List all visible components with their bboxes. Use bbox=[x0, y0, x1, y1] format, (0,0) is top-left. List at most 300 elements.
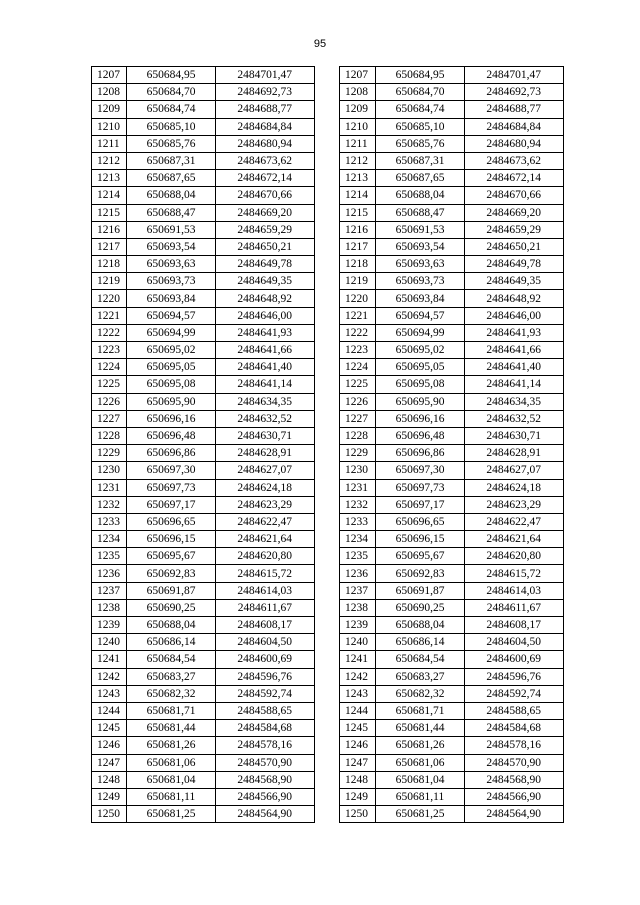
x-coordinate-cell: 650681,11 bbox=[127, 788, 216, 805]
x-coordinate-cell: 650695,90 bbox=[376, 393, 465, 410]
y-coordinate-cell: 2484688,77 bbox=[216, 101, 315, 118]
point-number-cell: 1248 bbox=[340, 771, 376, 788]
table-row bbox=[92, 634, 315, 651]
table-row bbox=[340, 496, 564, 513]
point-number-cell: 1236 bbox=[92, 565, 127, 582]
table-row bbox=[340, 152, 564, 169]
y-coordinate-cell: 2484641,66 bbox=[216, 342, 315, 359]
table-row bbox=[92, 548, 315, 565]
y-coordinate-cell: 2484570,90 bbox=[465, 754, 564, 771]
point-number-cell: 1249 bbox=[92, 788, 127, 805]
y-coordinate-cell: 2484670,66 bbox=[216, 187, 315, 204]
table-row bbox=[340, 788, 564, 805]
x-coordinate-cell: 650681,06 bbox=[127, 754, 216, 771]
y-coordinate-cell: 2484669,20 bbox=[465, 204, 564, 221]
table-row bbox=[340, 324, 564, 341]
table-row bbox=[92, 462, 315, 479]
table-row bbox=[340, 754, 564, 771]
y-coordinate-cell: 2484604,50 bbox=[465, 634, 564, 651]
table-row bbox=[92, 342, 315, 359]
x-coordinate-cell: 650695,67 bbox=[376, 548, 465, 565]
x-coordinate-cell: 650683,27 bbox=[127, 668, 216, 685]
x-coordinate-cell: 650688,47 bbox=[376, 204, 465, 221]
table-row bbox=[340, 513, 564, 530]
x-coordinate-cell: 650694,57 bbox=[127, 307, 216, 324]
x-coordinate-cell: 650696,86 bbox=[376, 445, 465, 462]
y-coordinate-cell: 2484649,78 bbox=[216, 256, 315, 273]
x-coordinate-cell: 650697,17 bbox=[127, 496, 216, 513]
table-row bbox=[340, 84, 564, 101]
point-number-cell: 1210 bbox=[340, 118, 376, 135]
y-coordinate-cell: 2484608,17 bbox=[216, 617, 315, 634]
y-coordinate-cell: 2484566,90 bbox=[216, 788, 315, 805]
coordinates-table-right bbox=[339, 66, 564, 823]
table-row bbox=[92, 771, 315, 788]
y-coordinate-cell: 2484684,84 bbox=[465, 118, 564, 135]
y-coordinate-cell: 2484628,91 bbox=[465, 445, 564, 462]
point-number-cell: 1213 bbox=[92, 170, 127, 187]
x-coordinate-cell: 650697,73 bbox=[127, 479, 216, 496]
y-coordinate-cell: 2484592,74 bbox=[465, 685, 564, 702]
x-coordinate-cell: 650681,04 bbox=[127, 771, 216, 788]
x-coordinate-cell: 650695,67 bbox=[127, 548, 216, 565]
y-coordinate-cell: 2484592,74 bbox=[216, 685, 315, 702]
x-coordinate-cell: 650695,02 bbox=[127, 342, 216, 359]
table-row bbox=[340, 359, 564, 376]
y-coordinate-cell: 2484648,92 bbox=[216, 290, 315, 307]
table-row bbox=[340, 634, 564, 651]
point-number-cell: 1208 bbox=[340, 84, 376, 101]
x-coordinate-cell: 650696,16 bbox=[376, 410, 465, 427]
point-number-cell: 1225 bbox=[92, 376, 127, 393]
y-coordinate-cell: 2484600,69 bbox=[216, 651, 315, 668]
table-row bbox=[92, 427, 315, 444]
x-coordinate-cell: 650695,05 bbox=[376, 359, 465, 376]
table-row bbox=[92, 410, 315, 427]
table-row bbox=[92, 170, 315, 187]
x-coordinate-cell: 650687,65 bbox=[127, 170, 216, 187]
point-number-cell: 1230 bbox=[92, 462, 127, 479]
point-number-cell: 1240 bbox=[340, 634, 376, 651]
x-coordinate-cell: 650695,08 bbox=[127, 376, 216, 393]
x-coordinate-cell: 650686,14 bbox=[127, 634, 216, 651]
x-coordinate-cell: 650696,65 bbox=[127, 513, 216, 530]
x-coordinate-cell: 650681,25 bbox=[127, 806, 216, 823]
point-number-cell: 1246 bbox=[340, 737, 376, 754]
x-coordinate-cell: 650687,65 bbox=[376, 170, 465, 187]
x-coordinate-cell: 650693,63 bbox=[127, 256, 216, 273]
table-row bbox=[340, 720, 564, 737]
point-number-cell: 1228 bbox=[340, 427, 376, 444]
table-row bbox=[92, 135, 315, 152]
x-coordinate-cell: 650697,30 bbox=[376, 462, 465, 479]
table-row bbox=[92, 256, 315, 273]
table-row bbox=[92, 67, 315, 84]
point-number-cell: 1207 bbox=[340, 67, 376, 84]
point-number-cell: 1235 bbox=[92, 548, 127, 565]
point-number-cell: 1245 bbox=[92, 720, 127, 737]
x-coordinate-cell: 650681,71 bbox=[127, 702, 216, 719]
table-row bbox=[340, 685, 564, 702]
table-row bbox=[340, 806, 564, 823]
point-number-cell: 1248 bbox=[92, 771, 127, 788]
x-coordinate-cell: 650694,99 bbox=[127, 324, 216, 341]
y-coordinate-cell: 2484684,84 bbox=[216, 118, 315, 135]
table-row bbox=[340, 737, 564, 754]
x-coordinate-cell: 650684,95 bbox=[127, 67, 216, 84]
y-coordinate-cell: 2484596,76 bbox=[216, 668, 315, 685]
x-coordinate-cell: 650693,73 bbox=[376, 273, 465, 290]
point-number-cell: 1227 bbox=[92, 410, 127, 427]
y-coordinate-cell: 2484627,07 bbox=[465, 462, 564, 479]
y-coordinate-cell: 2484588,65 bbox=[216, 702, 315, 719]
point-number-cell: 1228 bbox=[92, 427, 127, 444]
table-row bbox=[340, 187, 564, 204]
table-row bbox=[340, 599, 564, 616]
y-coordinate-cell: 2484632,52 bbox=[216, 410, 315, 427]
point-number-cell: 1232 bbox=[340, 496, 376, 513]
y-coordinate-cell: 2484641,66 bbox=[465, 342, 564, 359]
y-coordinate-cell: 2484578,16 bbox=[216, 737, 315, 754]
point-number-cell: 1226 bbox=[92, 393, 127, 410]
table-row bbox=[92, 702, 315, 719]
x-coordinate-cell: 650688,04 bbox=[376, 187, 465, 204]
point-number-cell: 1208 bbox=[92, 84, 127, 101]
y-coordinate-cell: 2484669,20 bbox=[216, 204, 315, 221]
point-number-cell: 1209 bbox=[92, 101, 127, 118]
table-row bbox=[340, 221, 564, 238]
point-number-cell: 1221 bbox=[92, 307, 127, 324]
x-coordinate-cell: 650694,57 bbox=[376, 307, 465, 324]
y-coordinate-cell: 2484646,00 bbox=[465, 307, 564, 324]
table-row bbox=[340, 290, 564, 307]
table-row bbox=[92, 273, 315, 290]
x-coordinate-cell: 650695,90 bbox=[127, 393, 216, 410]
x-coordinate-cell: 650682,32 bbox=[127, 685, 216, 702]
point-number-cell: 1219 bbox=[340, 273, 376, 290]
point-number-cell: 1229 bbox=[340, 445, 376, 462]
x-coordinate-cell: 650684,54 bbox=[376, 651, 465, 668]
table-row bbox=[340, 565, 564, 582]
x-coordinate-cell: 650688,04 bbox=[127, 617, 216, 634]
table-row bbox=[340, 582, 564, 599]
x-coordinate-cell: 650696,48 bbox=[127, 427, 216, 444]
y-coordinate-cell: 2484623,29 bbox=[216, 496, 315, 513]
y-coordinate-cell: 2484701,47 bbox=[216, 67, 315, 84]
point-number-cell: 1217 bbox=[92, 238, 127, 255]
table-row bbox=[340, 393, 564, 410]
point-number-cell: 1215 bbox=[340, 204, 376, 221]
y-coordinate-cell: 2484649,78 bbox=[465, 256, 564, 273]
point-number-cell: 1211 bbox=[92, 135, 127, 152]
y-coordinate-cell: 2484692,73 bbox=[465, 84, 564, 101]
table-row bbox=[92, 788, 315, 805]
table-row bbox=[340, 238, 564, 255]
y-coordinate-cell: 2484608,17 bbox=[465, 617, 564, 634]
x-coordinate-cell: 650687,31 bbox=[127, 152, 216, 169]
x-coordinate-cell: 650694,99 bbox=[376, 324, 465, 341]
point-number-cell: 1231 bbox=[340, 479, 376, 496]
x-coordinate-cell: 650683,27 bbox=[376, 668, 465, 685]
y-coordinate-cell: 2484648,92 bbox=[465, 290, 564, 307]
table-row bbox=[340, 617, 564, 634]
x-coordinate-cell: 650681,25 bbox=[376, 806, 465, 823]
point-number-cell: 1218 bbox=[92, 256, 127, 273]
y-coordinate-cell: 2484680,94 bbox=[465, 135, 564, 152]
x-coordinate-cell: 650685,76 bbox=[127, 135, 216, 152]
x-coordinate-cell: 650684,70 bbox=[376, 84, 465, 101]
x-coordinate-cell: 650695,08 bbox=[376, 376, 465, 393]
x-coordinate-cell: 650693,63 bbox=[376, 256, 465, 273]
y-coordinate-cell: 2484641,40 bbox=[465, 359, 564, 376]
y-coordinate-cell: 2484568,90 bbox=[216, 771, 315, 788]
x-coordinate-cell: 650688,04 bbox=[376, 617, 465, 634]
table-row bbox=[340, 462, 564, 479]
table-row bbox=[92, 513, 315, 530]
point-number-cell: 1223 bbox=[340, 342, 376, 359]
point-number-cell: 1241 bbox=[92, 651, 127, 668]
y-coordinate-cell: 2484614,03 bbox=[465, 582, 564, 599]
table-row bbox=[340, 101, 564, 118]
x-coordinate-cell: 650696,15 bbox=[127, 531, 216, 548]
y-coordinate-cell: 2484641,40 bbox=[216, 359, 315, 376]
y-coordinate-cell: 2484641,93 bbox=[216, 324, 315, 341]
table-row bbox=[340, 256, 564, 273]
point-number-cell: 1224 bbox=[340, 359, 376, 376]
table-row bbox=[340, 376, 564, 393]
point-number-cell: 1238 bbox=[92, 599, 127, 616]
table-row bbox=[92, 118, 315, 135]
x-coordinate-cell: 650686,14 bbox=[376, 634, 465, 651]
table-row bbox=[92, 359, 315, 376]
y-coordinate-cell: 2484600,69 bbox=[465, 651, 564, 668]
table-row bbox=[340, 170, 564, 187]
x-coordinate-cell: 650681,04 bbox=[376, 771, 465, 788]
y-coordinate-cell: 2484650,21 bbox=[465, 238, 564, 255]
x-coordinate-cell: 650695,05 bbox=[127, 359, 216, 376]
point-number-cell: 1237 bbox=[92, 582, 127, 599]
table-row bbox=[340, 445, 564, 462]
x-coordinate-cell: 650681,26 bbox=[376, 737, 465, 754]
table-row bbox=[92, 496, 315, 513]
y-coordinate-cell: 2484650,21 bbox=[216, 238, 315, 255]
table-row bbox=[92, 651, 315, 668]
x-coordinate-cell: 650691,53 bbox=[127, 221, 216, 238]
x-coordinate-cell: 650696,86 bbox=[127, 445, 216, 462]
x-coordinate-cell: 650684,54 bbox=[127, 651, 216, 668]
x-coordinate-cell: 650690,25 bbox=[376, 599, 465, 616]
y-coordinate-cell: 2484588,65 bbox=[465, 702, 564, 719]
y-coordinate-cell: 2484622,47 bbox=[465, 513, 564, 530]
x-coordinate-cell: 650692,83 bbox=[376, 565, 465, 582]
point-number-cell: 1214 bbox=[92, 187, 127, 204]
point-number-cell: 1249 bbox=[340, 788, 376, 805]
table-row bbox=[92, 445, 315, 462]
x-coordinate-cell: 650681,71 bbox=[376, 702, 465, 719]
x-coordinate-cell: 650685,76 bbox=[376, 135, 465, 152]
y-coordinate-cell: 2484641,93 bbox=[465, 324, 564, 341]
x-coordinate-cell: 650691,53 bbox=[376, 221, 465, 238]
point-number-cell: 1244 bbox=[92, 702, 127, 719]
point-number-cell: 1243 bbox=[340, 685, 376, 702]
y-coordinate-cell: 2484627,07 bbox=[216, 462, 315, 479]
y-coordinate-cell: 2484564,90 bbox=[465, 806, 564, 823]
x-coordinate-cell: 650682,32 bbox=[376, 685, 465, 702]
y-coordinate-cell: 2484630,71 bbox=[465, 427, 564, 444]
x-coordinate-cell: 650693,84 bbox=[127, 290, 216, 307]
point-number-cell: 1234 bbox=[340, 531, 376, 548]
table-row bbox=[340, 410, 564, 427]
point-number-cell: 1213 bbox=[340, 170, 376, 187]
x-coordinate-cell: 650681,06 bbox=[376, 754, 465, 771]
point-number-cell: 1245 bbox=[340, 720, 376, 737]
point-number-cell: 1215 bbox=[92, 204, 127, 221]
y-coordinate-cell: 2484578,16 bbox=[465, 737, 564, 754]
point-number-cell: 1217 bbox=[340, 238, 376, 255]
y-coordinate-cell: 2484646,00 bbox=[216, 307, 315, 324]
x-coordinate-cell: 650697,73 bbox=[376, 479, 465, 496]
y-coordinate-cell: 2484615,72 bbox=[216, 565, 315, 582]
x-coordinate-cell: 650696,48 bbox=[376, 427, 465, 444]
x-coordinate-cell: 650697,17 bbox=[376, 496, 465, 513]
x-coordinate-cell: 650681,26 bbox=[127, 737, 216, 754]
table-row bbox=[92, 599, 315, 616]
point-number-cell: 1247 bbox=[340, 754, 376, 771]
point-number-cell: 1222 bbox=[92, 324, 127, 341]
y-coordinate-cell: 2484641,14 bbox=[216, 376, 315, 393]
table-row bbox=[92, 582, 315, 599]
y-coordinate-cell: 2484688,77 bbox=[465, 101, 564, 118]
y-coordinate-cell: 2484584,68 bbox=[216, 720, 315, 737]
point-number-cell: 1247 bbox=[92, 754, 127, 771]
point-number-cell: 1219 bbox=[92, 273, 127, 290]
x-coordinate-cell: 650696,15 bbox=[376, 531, 465, 548]
point-number-cell: 1220 bbox=[340, 290, 376, 307]
table-row bbox=[340, 118, 564, 135]
y-coordinate-cell: 2484623,29 bbox=[465, 496, 564, 513]
table-row bbox=[340, 135, 564, 152]
x-coordinate-cell: 650696,65 bbox=[376, 513, 465, 530]
y-coordinate-cell: 2484634,35 bbox=[216, 393, 315, 410]
table-row bbox=[92, 324, 315, 341]
y-coordinate-cell: 2484641,14 bbox=[465, 376, 564, 393]
y-coordinate-cell: 2484620,80 bbox=[465, 548, 564, 565]
point-number-cell: 1233 bbox=[92, 513, 127, 530]
y-coordinate-cell: 2484672,14 bbox=[216, 170, 315, 187]
point-number-cell: 1243 bbox=[92, 685, 127, 702]
y-coordinate-cell: 2484634,35 bbox=[465, 393, 564, 410]
y-coordinate-cell: 2484659,29 bbox=[216, 221, 315, 238]
x-coordinate-cell: 650693,54 bbox=[127, 238, 216, 255]
point-number-cell: 1246 bbox=[92, 737, 127, 754]
x-coordinate-cell: 650696,16 bbox=[127, 410, 216, 427]
y-coordinate-cell: 2484673,62 bbox=[465, 152, 564, 169]
point-number-cell: 1207 bbox=[92, 67, 127, 84]
y-coordinate-cell: 2484632,52 bbox=[465, 410, 564, 427]
coordinates-table-left bbox=[91, 66, 315, 823]
y-coordinate-cell: 2484692,73 bbox=[216, 84, 315, 101]
table-row bbox=[92, 617, 315, 634]
table-row bbox=[340, 342, 564, 359]
y-coordinate-cell: 2484614,03 bbox=[216, 582, 315, 599]
point-number-cell: 1231 bbox=[92, 479, 127, 496]
point-number-cell: 1239 bbox=[92, 617, 127, 634]
y-coordinate-cell: 2484624,18 bbox=[465, 479, 564, 496]
point-number-cell: 1233 bbox=[340, 513, 376, 530]
table-row bbox=[340, 702, 564, 719]
point-number-cell: 1227 bbox=[340, 410, 376, 427]
point-number-cell: 1225 bbox=[340, 376, 376, 393]
x-coordinate-cell: 650691,87 bbox=[376, 582, 465, 599]
point-number-cell: 1216 bbox=[340, 221, 376, 238]
table-row bbox=[340, 204, 564, 221]
y-coordinate-cell: 2484615,72 bbox=[465, 565, 564, 582]
point-number-cell: 1209 bbox=[340, 101, 376, 118]
point-number-cell: 1242 bbox=[92, 668, 127, 685]
table-row bbox=[92, 307, 315, 324]
x-coordinate-cell: 650681,44 bbox=[376, 720, 465, 737]
y-coordinate-cell: 2484604,50 bbox=[216, 634, 315, 651]
point-number-cell: 1244 bbox=[340, 702, 376, 719]
table-row bbox=[92, 685, 315, 702]
y-coordinate-cell: 2484566,90 bbox=[465, 788, 564, 805]
table-row bbox=[92, 531, 315, 548]
table-row bbox=[340, 548, 564, 565]
x-coordinate-cell: 650687,31 bbox=[376, 152, 465, 169]
x-coordinate-cell: 650684,74 bbox=[376, 101, 465, 118]
x-coordinate-cell: 650685,10 bbox=[376, 118, 465, 135]
point-number-cell: 1212 bbox=[340, 152, 376, 169]
table-row bbox=[92, 737, 315, 754]
point-number-cell: 1250 bbox=[340, 806, 376, 823]
y-coordinate-cell: 2484620,80 bbox=[216, 548, 315, 565]
x-coordinate-cell: 650688,47 bbox=[127, 204, 216, 221]
y-coordinate-cell: 2484570,90 bbox=[216, 754, 315, 771]
x-coordinate-cell: 650684,74 bbox=[127, 101, 216, 118]
point-number-cell: 1210 bbox=[92, 118, 127, 135]
point-number-cell: 1212 bbox=[92, 152, 127, 169]
y-coordinate-cell: 2484670,66 bbox=[465, 187, 564, 204]
point-number-cell: 1232 bbox=[92, 496, 127, 513]
table-row bbox=[340, 427, 564, 444]
table-row bbox=[92, 101, 315, 118]
table-row bbox=[340, 531, 564, 548]
y-coordinate-cell: 2484649,35 bbox=[216, 273, 315, 290]
point-number-cell: 1220 bbox=[92, 290, 127, 307]
point-number-cell: 1214 bbox=[340, 187, 376, 204]
table-row bbox=[92, 393, 315, 410]
point-number-cell: 1242 bbox=[340, 668, 376, 685]
point-number-cell: 1216 bbox=[92, 221, 127, 238]
x-coordinate-cell: 650681,44 bbox=[127, 720, 216, 737]
y-coordinate-cell: 2484621,64 bbox=[465, 531, 564, 548]
x-coordinate-cell: 650691,87 bbox=[127, 582, 216, 599]
x-coordinate-cell: 650685,10 bbox=[127, 118, 216, 135]
point-number-cell: 1239 bbox=[340, 617, 376, 634]
point-number-cell: 1237 bbox=[340, 582, 376, 599]
y-coordinate-cell: 2484701,47 bbox=[465, 67, 564, 84]
y-coordinate-cell: 2484564,90 bbox=[216, 806, 315, 823]
y-coordinate-cell: 2484624,18 bbox=[216, 479, 315, 496]
x-coordinate-cell: 650681,11 bbox=[376, 788, 465, 805]
table-row bbox=[92, 152, 315, 169]
table-row bbox=[340, 479, 564, 496]
table-row bbox=[92, 238, 315, 255]
table-row bbox=[92, 720, 315, 737]
y-coordinate-cell: 2484659,29 bbox=[465, 221, 564, 238]
x-coordinate-cell: 650684,95 bbox=[376, 67, 465, 84]
table-row bbox=[340, 668, 564, 685]
